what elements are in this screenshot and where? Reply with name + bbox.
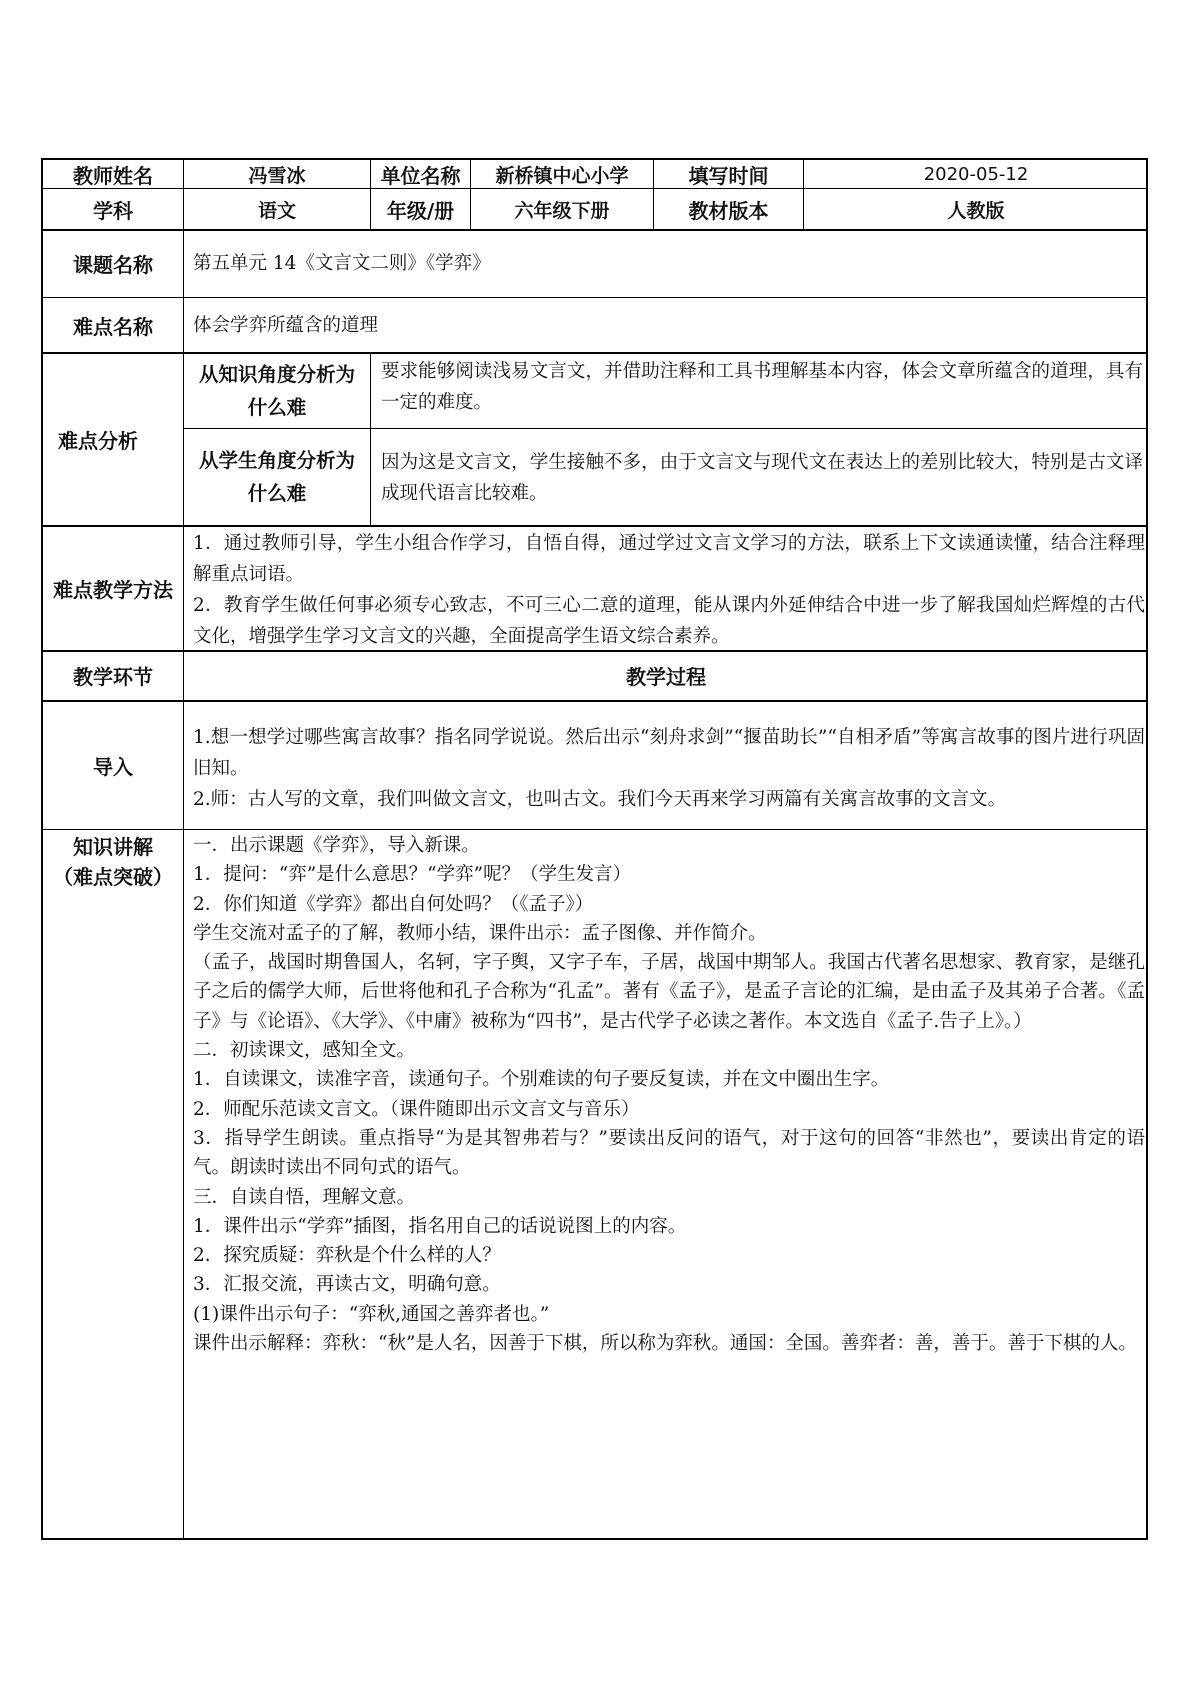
knowledge-angle-text: 要求能够阅读浅易文言文，并借助注释和工具书理解基本内容，体会文章所蕴含的道理，具有一定的难度。 bbox=[381, 361, 1143, 413]
knowledge-label-line1: 知识讲解 bbox=[73, 835, 153, 859]
grade-label: 年级/册 bbox=[386, 198, 455, 223]
row-divider bbox=[43, 700, 1146, 702]
teacher-name-label: 教师姓名 bbox=[73, 163, 153, 188]
method-item: 1．通过教师引导，学生小组合作学习，自悟自得，通过学过文言文学习的方法，联系上下文读通读懂，结合注释理解重点词语。 bbox=[193, 533, 1145, 585]
intro-list bbox=[193, 722, 1145, 815]
intro-item: 1.想一想学过哪些寓言故事？指名同学说说。然后出示“刻舟求剑”“揠苗助长”“自相矛盾”等寓言故事的图片进行巩固旧知。 bbox=[193, 727, 1145, 779]
knowledge-label-line2: （难点突破） bbox=[53, 865, 173, 889]
knowledge-item: 三．自读自悟，理解文意。 bbox=[193, 1186, 416, 1208]
knowledge-angle-label: 从知识角度分析为什么难 bbox=[198, 362, 355, 419]
method-list bbox=[193, 528, 1145, 652]
row-divider bbox=[43, 829, 1146, 830]
method-label: 难点教学方法 bbox=[53, 577, 173, 602]
fill-date-label: 填写时间 bbox=[688, 163, 769, 188]
subject-label: 学科 bbox=[93, 198, 133, 223]
knowledge-item: 3．汇报交流，再读古文，明确句意。 bbox=[193, 1274, 501, 1296]
knowledge-item: (1)课件出示句子：“弈秋,通国之善弈者也。” bbox=[193, 1303, 550, 1325]
teacher-name-value: 冯雪冰 bbox=[248, 164, 306, 187]
knowledge-label bbox=[43, 832, 183, 892]
unit-name-label: 单位名称 bbox=[380, 163, 461, 188]
topic-label: 课题名称 bbox=[73, 253, 153, 277]
knowledge-item: 学生交流对孟子的了解，教师小结，课件出示：孟子图像、并作简介。 bbox=[193, 922, 767, 944]
difficulty-value: 体会学弈所蕴含的道理 bbox=[193, 314, 379, 336]
knowledge-item: 1．提问：“弈”是什么意思？“学弈”呢？（学生发言） bbox=[193, 864, 632, 886]
row-divider bbox=[43, 525, 1146, 527]
student-angle-text: 因为这是文言文，学生接触不多，由于文言文与现代文在表达上的差别比较大，特别是古文译成现代语言比较难。 bbox=[381, 452, 1143, 504]
edition-label: 教材版本 bbox=[688, 198, 769, 223]
lesson-plan-table bbox=[41, 158, 1148, 1540]
knowledge-list bbox=[193, 831, 1145, 1358]
stage-header: 教学环节 bbox=[73, 665, 153, 689]
knowledge-item: 2．师配乐范读文言文。（课件随即出示文言文与音乐） bbox=[193, 1098, 640, 1120]
difficulty-label: 难点名称 bbox=[73, 314, 153, 339]
process-header: 教学过程 bbox=[626, 665, 706, 689]
subject-value: 语文 bbox=[257, 199, 296, 222]
intro-label: 导入 bbox=[93, 754, 133, 779]
student-angle-label: 从学生角度分析为什么难 bbox=[198, 449, 355, 505]
knowledge-item: 3．指导学生朗读。重点指导“为是其智弗若与？”要读出反问的语气，对于这句的回答“非然也”，要读出肯定的语气。朗读时读出不同句式的语气。 bbox=[193, 1127, 1145, 1179]
knowledge-item: 2．你们知道《学弈》都出自何处吗？（《孟子》） bbox=[193, 893, 594, 915]
knowledge-item: （孟子，战国时期鲁国人，名轲，字子舆，又字子车，子居，战国中期邹人。我国古代著名思想家、教育家，是继孔子之后的儒学大师，后世将他和孔子合称为“孔孟”。著有《孟子》，是孟子言论的汇编，是由孟子及其弟子合著。《孟子》与《论语》、《大学》、《中庸》被称为“四书”，是古代学子必读之著作。本文选自《孟子.告子上》。） bbox=[193, 952, 1145, 1032]
col-divider bbox=[370, 352, 371, 525]
knowledge-item: 课件出示解释：弈秋：“秋”是人名，因善于下棋，所以称为弈秋。通国：全国。善弈者：善，善于。善于下棋的人。 bbox=[193, 1333, 1137, 1355]
fill-date-value: 2020-05-12 bbox=[923, 163, 1029, 185]
topic-value: 第五单元 14《文言文二则》《学弈》 bbox=[193, 253, 491, 274]
knowledge-item: 一．出示课题《学弈》，导入新课。 bbox=[193, 835, 480, 856]
analysis-label: 难点分析 bbox=[58, 428, 138, 453]
knowledge-item: 1．课件出示“学弈”插图，指名用自己的话说说图上的内容。 bbox=[193, 1215, 687, 1237]
method-item: 2．教育学生做任何事必须专心致志，不可三心二意的道理，能从课内外延伸结合中进一步了解我国灿烂辉煌的古代文化，增强学生学习文言文的兴趣，全面提高学生语文综合素养。 bbox=[193, 595, 1145, 647]
knowledge-item: 1．自读课文，读准字音，读通句子。个别难读的句子要反复读，并在文中圈出生字。 bbox=[193, 1069, 890, 1091]
knowledge-item: 2．探究质疑：弈秋是个什么样的人？ bbox=[193, 1245, 501, 1267]
unit-name-value: 新桥镇中心小学 bbox=[495, 164, 629, 187]
knowledge-item: 二．初读课文，感知全文。 bbox=[193, 1040, 416, 1062]
edition-value: 人教版 bbox=[947, 199, 1005, 222]
grade-value: 六年级下册 bbox=[514, 199, 610, 222]
intro-item: 2.师：古人写的文章，我们叫做文言文，也叫古文。我们今天再来学习两篇有关寓言故事的文言文。 bbox=[193, 789, 1007, 810]
